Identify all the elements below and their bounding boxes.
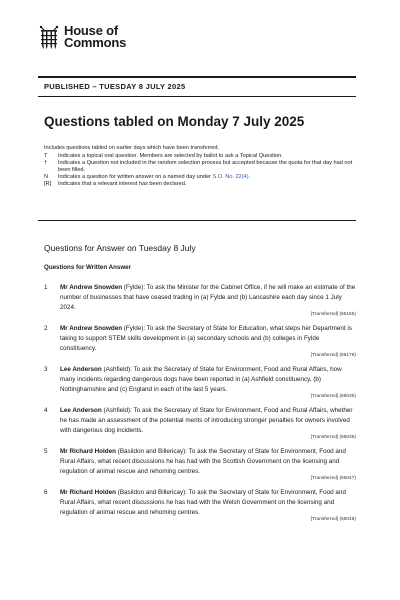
published-date: PUBLISHED – TUESDAY 8 JULY 2025 (44, 82, 186, 91)
question-text: To ask the Secretary of State for Education, what steps her Department is taking to support STEM skills development in (a) secondary schools and (b) colleges in Fylde constituency. (60, 325, 352, 352)
legend-item (44, 153, 354, 160)
legend-symbol: N (44, 174, 49, 180)
member-name: Mr Andrew Snowden (60, 284, 123, 291)
question-reference: [Transferred] (65047) (310, 476, 356, 481)
question-number: 5 (44, 448, 48, 455)
constituency: (Basildon and Billericay): (115, 489, 189, 496)
legend-symbol: † (44, 160, 48, 166)
question-number: 2 (44, 325, 48, 332)
standing-order-link[interactable]: S.O. No. 22(4). (212, 174, 251, 180)
question-text: To ask the Secretary of State for Environment, Food and Rural Affairs, whether he has made an assessment of the potential merits of introducing stronger penalties for owners involved with dangerous dog incidents. (60, 407, 353, 434)
question-item (44, 447, 356, 482)
question-text: To ask the Secretary of State for Environment, Food and Rural Affairs, what recent discussions he has had with the Welsh Government on the licensing and regulation of animal rescue and rehoming centres. (60, 489, 346, 516)
logo-line-2: Commons (64, 35, 127, 50)
legend-text: Indicates that a relevant interest has been declared. (58, 181, 187, 187)
logo-line-1: House of (64, 23, 119, 38)
question-body (60, 324, 356, 359)
house-of-commons-logo (38, 24, 126, 50)
header-top-rule (38, 76, 356, 78)
question-reference: [Transferred] (65035) (310, 394, 356, 399)
legend-text: Indicates a Question not included in the random selection process but accepted because the quota for that day had not been filled. (58, 160, 353, 173)
question-body (60, 283, 356, 318)
legend-symbol: [R] (44, 181, 52, 187)
legend-divider (38, 220, 356, 221)
header-bottom-rule (38, 96, 356, 97)
sub-heading: Questions for Written Answer (44, 264, 131, 271)
legend-symbol: T (44, 153, 48, 159)
question-number: 6 (44, 489, 48, 496)
member-name: Lee Anderson (60, 366, 102, 373)
questions-list (44, 283, 356, 529)
legend-intro: Includes questions tabled on earlier days which have been transferred. (44, 145, 220, 151)
question-reference: [Transferred] (65165) (310, 312, 356, 317)
question-reference: [Transferred] (65048) (310, 517, 356, 522)
question-number: 4 (44, 407, 48, 414)
page-title: Questions tabled on Monday 7 July 2025 (44, 114, 305, 129)
constituency: (Basildon and Billericay): (115, 448, 189, 455)
question-body (60, 406, 356, 441)
member-name: Mr Richard Holden (60, 489, 116, 496)
question-item (44, 365, 356, 400)
question-item (44, 406, 356, 441)
question-reference: [Transferred] (65178) (310, 353, 356, 358)
question-body (60, 488, 356, 523)
legend-text (58, 174, 354, 181)
question-body (60, 447, 356, 482)
question-number: 3 (44, 366, 48, 373)
legend-text-main: Indicates a question for written answer on a named day under (58, 174, 213, 180)
question-item (44, 324, 356, 359)
question-number: 1 (44, 284, 48, 291)
legend-item (44, 160, 354, 174)
legend (44, 145, 354, 188)
member-name: Lee Anderson (60, 407, 102, 414)
question-text: To ask the Minister for the Cabinet Office, if he will make an estimate of the number of businesses that have ceased trading in (a) Fylde and (b) Lancashire each day since 1 July 2024. (60, 284, 356, 311)
question-item (44, 488, 356, 523)
constituency: (Fylde): (122, 284, 147, 291)
constituency: (Fylde): (122, 325, 147, 332)
constituency: (Ashfield): (101, 407, 134, 414)
legend-text: Indicates a topical oral question. Members are selected by ballot to ask a Topical Question. (58, 153, 283, 159)
question-reference: [Transferred] (65036) (310, 435, 356, 440)
section-heading: Questions for Answer on Tuesday 8 July (44, 243, 196, 253)
question-text: To ask the Secretary of State for Environment, Food and Rural Affairs, what recent discussions he has had with the Scottish Government on the licensing and regulation of animal rescue and rehoming centres. (60, 448, 346, 475)
legend-item (44, 174, 354, 181)
member-name: Mr Richard Holden (60, 448, 116, 455)
question-text: To ask the Secretary of State for Environment, Food and Rural Affairs, how many incidents regarding dangerous dogs have been reported in (a) Ashfield constituency, (b) Nottinghamshire and (c) England in each of the last 5 years. (60, 366, 342, 393)
legend-item (44, 181, 354, 188)
portcullis-icon (38, 24, 60, 50)
constituency: (Ashfield): (101, 366, 134, 373)
question-body (60, 365, 356, 400)
question-item (44, 283, 356, 318)
member-name: Mr Andrew Snowden (60, 325, 123, 332)
logo-wordmark (64, 25, 126, 49)
